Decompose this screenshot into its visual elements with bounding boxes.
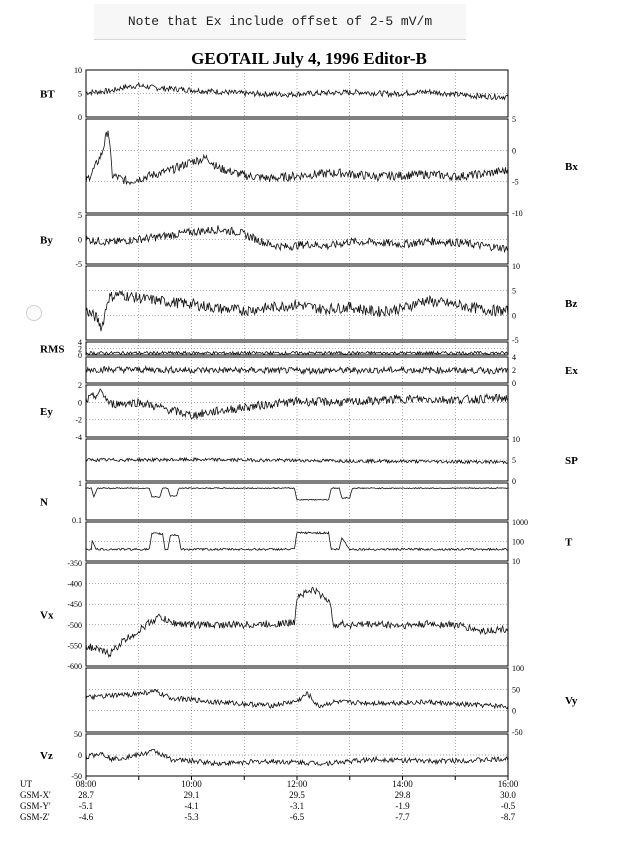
panel-label-bt: BT [40, 88, 55, 101]
ut-time-label: 08:00 [75, 779, 97, 789]
panel-label-ey: Ey [40, 406, 53, 418]
tick-label-rms: 2 [78, 344, 82, 354]
tick-label-bz: 0 [512, 311, 516, 321]
series-line-by [86, 225, 508, 251]
panel-label-bx: Bx [565, 161, 578, 173]
orbit-value: 29.8 [394, 790, 411, 800]
tick-label-by: -5 [75, 260, 82, 269]
tick-label-ex: 2 [512, 366, 516, 375]
tick-label-ex: 4 [512, 353, 516, 362]
tick-label-bx: -5 [512, 177, 519, 187]
tick-label-bz: 10 [512, 262, 520, 271]
tick-label-sp: 10 [512, 435, 520, 444]
orbit-value: -7.7 [395, 812, 410, 822]
tick-label-bt: 0 [78, 113, 82, 122]
ut-time-label: 12:00 [286, 779, 308, 789]
orbit-value: -5.3 [184, 812, 199, 822]
orbit-value: 29.1 [183, 790, 200, 800]
tick-label-bt: 5 [78, 89, 82, 99]
tick-label-vz: 0 [78, 751, 82, 760]
panel-label-sp: SP [565, 455, 578, 467]
tick-label-sp: 0 [512, 477, 516, 486]
orbit-row-label: UT [20, 779, 32, 789]
tick-label-sp: 5 [512, 456, 516, 465]
panel-label-by: By [40, 234, 53, 247]
tick-label-bx: 5 [512, 115, 516, 124]
tick-label-t: 10 [512, 557, 520, 566]
chart-title: GEOTAIL July 4, 1996 Editor-B [191, 49, 427, 68]
orbit-value: -0.5 [500, 801, 516, 811]
orbit-value: -3.1 [289, 801, 305, 811]
orbit-value: 30.0 [500, 790, 516, 800]
tick-label-vx: -400 [67, 579, 82, 589]
tick-label-vy: -50 [512, 728, 523, 737]
orbit-row-label: GSM-Y' [20, 801, 51, 811]
tick-label-ey: 2 [78, 381, 82, 390]
tick-label-bx: -10 [512, 209, 523, 218]
tick-label-vy: 0 [512, 706, 516, 716]
panel-frame-ey [86, 385, 508, 437]
tick-label-ey: -4 [75, 433, 82, 442]
tick-label-ey: -2 [75, 415, 82, 425]
panel-label-bz: Bz [565, 298, 578, 310]
tick-label-vz: 50 [74, 730, 82, 739]
tick-label-vz: -50 [71, 772, 82, 781]
offset-note: Note that Ex include offset of 2-5 mV/m [94, 4, 466, 40]
panel-label-vz: Vz [40, 750, 53, 762]
orbit-value: -6.5 [289, 812, 305, 822]
orbit-value: -8.7 [500, 812, 516, 822]
orbit-value: 29.5 [289, 790, 305, 800]
tick-label-bz: 5 [512, 286, 516, 296]
ut-time-label: 10:00 [181, 779, 202, 789]
panel-label-n: N [40, 496, 48, 509]
tick-label-ex: 0 [512, 379, 516, 388]
ut-time-label: 16:00 [497, 779, 519, 789]
orbit-value: -4.1 [184, 801, 199, 811]
tick-label-bx: 0 [512, 146, 516, 156]
panel-label-ex: Ex [565, 365, 578, 377]
panel-label-rms: RMS [40, 343, 65, 356]
tick-label-rms: 0 [78, 351, 82, 360]
series-line-ey [86, 389, 508, 419]
tick-label-vx: -350 [67, 559, 82, 568]
tick-label-ey: 0 [78, 398, 82, 408]
orbit-value: -1.9 [395, 801, 410, 811]
panel-frame-bx [86, 119, 508, 213]
orbit-value: -5.1 [78, 801, 94, 811]
tick-label-rms: 4 [78, 338, 82, 347]
tick-label-vy: 100 [512, 664, 524, 673]
tick-label-by: 0 [78, 235, 82, 245]
tick-label-vx: -500 [67, 620, 82, 630]
series-line-vz [86, 749, 508, 765]
panel-label-t: T [565, 536, 573, 549]
tick-label-vy: 50 [512, 685, 520, 695]
series-line-t [86, 532, 508, 550]
orbit-row-label: GSM-Z' [20, 812, 50, 822]
panel-label-vx: Vx [40, 609, 54, 622]
orbit-row-label: GSM-X' [20, 790, 51, 800]
tick-label-bt: 10 [74, 66, 82, 75]
orbit-value: 28.7 [78, 790, 94, 800]
orbit-value: -4.6 [78, 812, 94, 822]
series-line-sp [86, 458, 508, 464]
tick-label-n: 0.1 [72, 516, 82, 525]
tick-label-t: 100 [512, 537, 524, 547]
tick-label-vx: -600 [67, 662, 82, 671]
tick-label-t: 1000 [512, 518, 528, 527]
tick-label-n: 1 [78, 479, 82, 488]
tick-label-vx: -450 [67, 600, 82, 610]
ut-time-label: 14:00 [392, 779, 413, 789]
tick-label-bz: -5 [512, 336, 519, 345]
tick-label-by: 5 [78, 211, 82, 220]
panel-label-vy: Vy [565, 695, 578, 707]
tick-label-vx: -550 [67, 641, 82, 651]
series-line-vx [86, 587, 508, 657]
